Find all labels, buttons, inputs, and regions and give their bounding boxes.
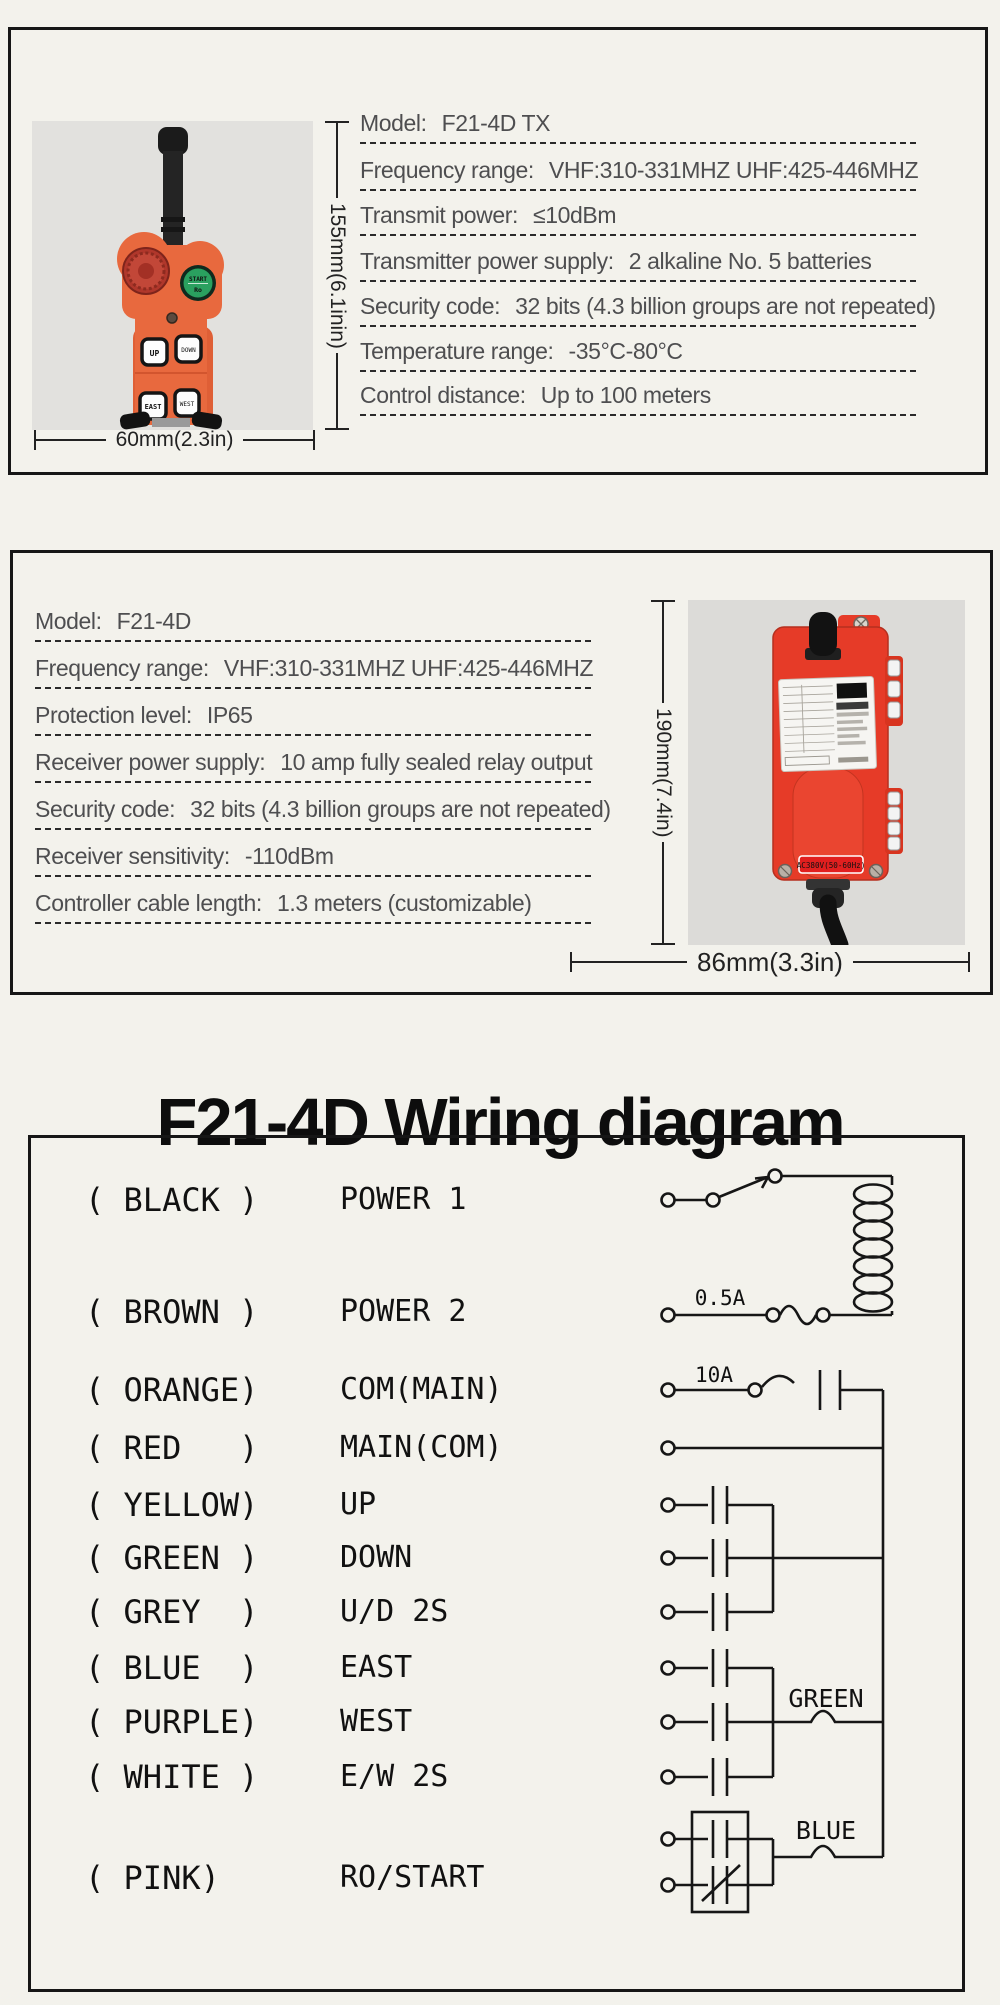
estop-button [123, 248, 169, 294]
receiver-illustration [688, 600, 965, 945]
width-dimension-label: 86mm(3.3in) [697, 946, 843, 977]
main-com-circuit [662, 1442, 884, 1455]
ruler-tick [651, 943, 675, 945]
wiring-diagram-box: ( BLACK ) POWER 1 ( BROWN ) POWER 2 ( ORANGE) COM(MAIN) ( RED ) MAIN(COM) ( YELLOW) UP ( GREEN ) DOWN ( GREY ) U/D 2S ( BLUE ) EAST ( PURPLE) WEST ( WHITE ) E/W 2S ( PINK) RO/START 0.5A 10A GREEN BLUE [28, 1135, 965, 1992]
receiver-photo [688, 600, 965, 945]
spec-row-model: Model: F21-4D [35, 600, 593, 642]
ruler-line [243, 439, 313, 441]
spec-row-model: Model: F21-4D TX [360, 102, 920, 144]
height-dimension-label: 155mm(6.1inin) [326, 202, 349, 349]
spec-row-frequency: Frequency range: VHF:310-331MHZ UHF:425-446MHZ [360, 149, 920, 191]
spec-row-power-supply: Receiver power supply: 10 amp fully sealed relay output [35, 741, 593, 783]
ruler-line [36, 439, 106, 441]
cable [806, 879, 850, 945]
breaker-rating-label: 10A [695, 1363, 733, 1387]
height-dimension-label: 190mm(7.4in) [652, 707, 675, 838]
circuit-schematic [28, 1135, 965, 1992]
spec-row-cable-length: Controller cable length: 1.3 meters (customizable) [35, 882, 593, 924]
transmitter-photo [32, 121, 313, 430]
product-label [778, 676, 876, 771]
ruler-line [336, 353, 338, 428]
ruler-line [662, 842, 664, 943]
brand-logo: LCC [843, 686, 861, 698]
ruler-line [572, 961, 687, 963]
spec-row-security-code: Security code: 32 bits (4.3 billion groups are not repeated) [360, 285, 920, 327]
height-ruler-receiver [648, 600, 678, 945]
fuse-rating-label: 0.5A [694, 1286, 746, 1310]
antenna [158, 127, 188, 247]
spec-row-control-distance: Control distance: Up to 100 meters [360, 374, 920, 416]
antenna-knob [805, 612, 841, 660]
start-button [180, 265, 216, 301]
up-down-contacts-circuit [662, 1486, 884, 1631]
width-ruler-receiver [570, 946, 970, 977]
voltage-label [797, 856, 866, 873]
com-main-circuit [662, 1370, 884, 1857]
ruler-line [336, 123, 338, 198]
spec-row-temperature: Temperature range: -35°C-80°C [360, 330, 920, 372]
start-button-label: START [188, 276, 208, 283]
down-button-label: DOWN [181, 347, 196, 354]
blue-wire-label: BLUE [795, 1816, 857, 1845]
receiver-spec-panel [10, 550, 993, 995]
width-ruler-transmitter [34, 427, 315, 453]
spec-row-frequency: Frequency range: VHF:310-331MHZ UHF:425-446MHZ [35, 647, 593, 689]
svg-text:AC380V(50-60Hz): AC380V(50-60Hz) [796, 861, 866, 870]
transmitter-spec-panel [8, 27, 988, 475]
width-dimension-label: 60mm(2.3in) [115, 428, 234, 451]
ruler-line [853, 961, 968, 963]
spec-row-security-code: Security code: 32 bits (4.3 billion groups are not repeated) [35, 788, 593, 830]
ruler-tick [313, 430, 315, 450]
ruler-tick [325, 428, 349, 430]
height-ruler-transmitter [322, 121, 352, 430]
east-west-contacts-circuit [662, 1649, 884, 1796]
west-button-label: WEST [179, 401, 195, 408]
spec-row-sensitivity: Receiver sensitivity: -110dBm [35, 835, 593, 877]
ro-label: Ro [194, 286, 202, 294]
spec-row-protection: Protection level: IP65 [35, 694, 593, 736]
green-wire-label: GREEN [788, 1684, 864, 1713]
transmitter-illustration [32, 121, 313, 430]
spec-row-transmit-power: Transmit power: ≤10dBm [360, 194, 920, 236]
east-button-label: EAST [144, 403, 162, 411]
ruler-line [662, 602, 664, 703]
wiring-diagram-title: F21-4D Wiring diagram [156, 1084, 844, 1160]
screw-icon [167, 313, 177, 323]
up-button-label: UP [149, 349, 160, 358]
spec-row-power-supply: Transmitter power supply: 2 alkaline No. 5 batteries [360, 240, 920, 282]
ruler-tick [968, 952, 970, 972]
